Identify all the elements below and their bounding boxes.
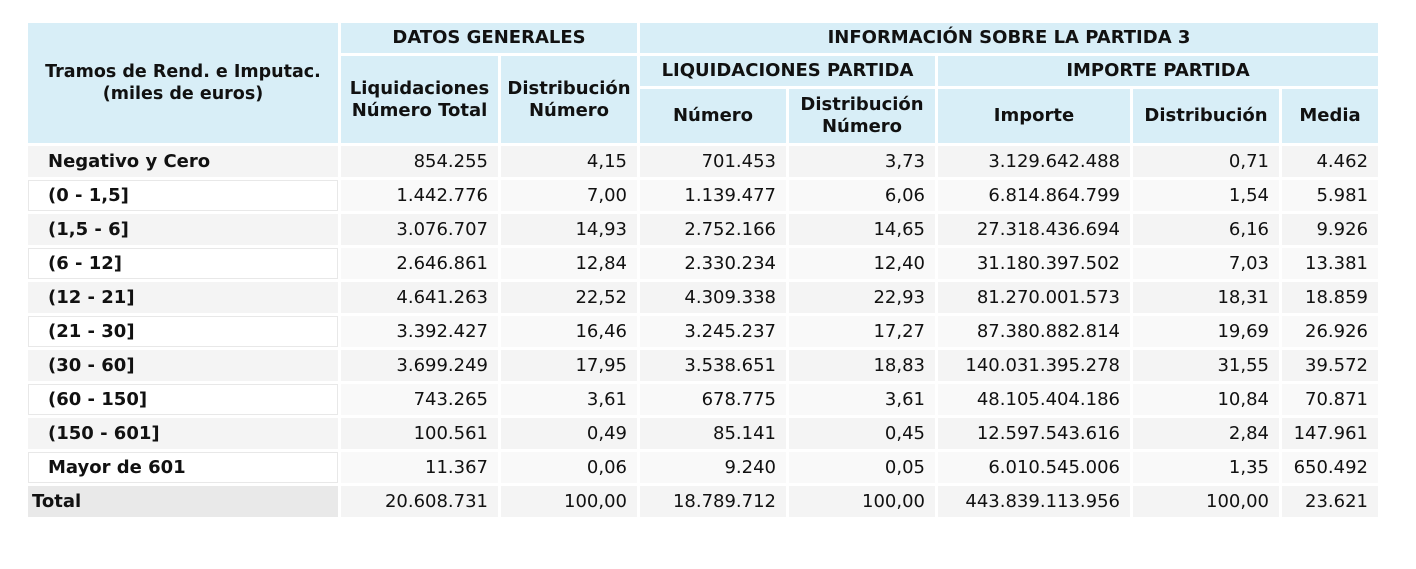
- cell-liq-total: 4.641.263: [341, 282, 498, 313]
- cell-distribucion: 7,03: [1133, 248, 1279, 279]
- cell-numero: 4.309.338: [640, 282, 786, 313]
- cell-distribucion: 31,55: [1133, 350, 1279, 381]
- group-header-datos-generales: DATOS GENERALES: [341, 23, 637, 53]
- col-header-distribucion-numero: [501, 56, 637, 143]
- cell-distribucion: 6,16: [1133, 214, 1279, 245]
- data-table: [25, 20, 1381, 520]
- col-header-distribucion-numero-partida-line1: Distribución: [800, 94, 924, 115]
- cell-distribucion: 100,00: [1133, 486, 1279, 517]
- table-row: [28, 452, 1378, 483]
- row-label-unit: (miles de euros): [102, 84, 264, 104]
- cell-numero: 18.789.712: [640, 486, 786, 517]
- row-label-title: Tramos de Rend. e Imputac.: [45, 62, 321, 82]
- subgroup-header-liquidaciones-partida: LIQUIDACIONES PARTIDA: [640, 56, 935, 86]
- col-header-media: Media: [1282, 89, 1378, 143]
- cell-dist-numero: 22,93: [789, 282, 935, 313]
- table-row: [28, 350, 1378, 381]
- cell-liq-total: 20.608.731: [341, 486, 498, 517]
- cell-liq-total: 854.255: [341, 146, 498, 177]
- cell-media: 650.492: [1282, 452, 1378, 483]
- group-header-informacion-partida: INFORMACIÓN SOBRE LA PARTIDA 3: [640, 23, 1378, 53]
- cell-dist-num: 0,49: [501, 418, 637, 449]
- cell-numero: 2.752.166: [640, 214, 786, 245]
- cell-media: 39.572: [1282, 350, 1378, 381]
- cell-media: 70.871: [1282, 384, 1378, 415]
- row-label-cell: Negativo y Cero: [28, 146, 338, 177]
- cell-dist-num: 12,84: [501, 248, 637, 279]
- cell-numero: 9.240: [640, 452, 786, 483]
- cell-media: 18.859: [1282, 282, 1378, 313]
- cell-media: 147.961: [1282, 418, 1378, 449]
- col-header-liquidaciones-total-line1: Liquidaciones: [349, 77, 490, 99]
- row-label-cell: (30 - 60]: [28, 350, 338, 381]
- table-row: [28, 384, 1378, 415]
- table-body: [28, 146, 1378, 517]
- cell-dist-num: 0,06: [501, 452, 637, 483]
- cell-numero: 678.775: [640, 384, 786, 415]
- cell-numero: 701.453: [640, 146, 786, 177]
- row-label-cell: (60 - 150]: [28, 384, 338, 415]
- cell-liq-total: 2.646.861: [341, 248, 498, 279]
- cell-dist-numero: 6,06: [789, 180, 935, 211]
- cell-media: 4.462: [1282, 146, 1378, 177]
- cell-dist-num: 22,52: [501, 282, 637, 313]
- cell-importe: 3.129.642.488: [938, 146, 1130, 177]
- cell-dist-numero: 3,73: [789, 146, 935, 177]
- cell-importe: 12.597.543.616: [938, 418, 1130, 449]
- cell-liq-total: 1.442.776: [341, 180, 498, 211]
- col-header-distribucion-numero-partida: [789, 89, 935, 143]
- cell-distribucion: 1,54: [1133, 180, 1279, 211]
- row-label-header: [28, 23, 338, 143]
- cell-distribucion: 10,84: [1133, 384, 1279, 415]
- cell-dist-numero: 12,40: [789, 248, 935, 279]
- cell-dist-num: 3,61: [501, 384, 637, 415]
- cell-dist-num: 7,00: [501, 180, 637, 211]
- cell-dist-numero: 18,83: [789, 350, 935, 381]
- col-header-numero: Número: [640, 89, 786, 143]
- cell-dist-num: 100,00: [501, 486, 637, 517]
- cell-media: 5.981: [1282, 180, 1378, 211]
- row-label-cell: (0 - 1,5]: [28, 180, 338, 211]
- cell-liq-total: 3.076.707: [341, 214, 498, 245]
- cell-media: 23.621: [1282, 486, 1378, 517]
- table-row: [28, 214, 1378, 245]
- cell-importe: 140.031.395.278: [938, 350, 1130, 381]
- col-header-liquidaciones-total-line2: Número Total: [351, 99, 488, 121]
- cell-liq-total: 743.265: [341, 384, 498, 415]
- col-header-distribucion: Distribución: [1133, 89, 1279, 143]
- col-header-importe: Importe: [938, 89, 1130, 143]
- col-header-liquidaciones-total: [341, 56, 498, 143]
- cell-dist-numero: 14,65: [789, 214, 935, 245]
- cell-importe: 6.814.864.799: [938, 180, 1130, 211]
- cell-media: 13.381: [1282, 248, 1378, 279]
- cell-distribucion: 2,84: [1133, 418, 1279, 449]
- cell-dist-num: 4,15: [501, 146, 637, 177]
- table-header: [28, 23, 1378, 143]
- cell-importe: 6.010.545.006: [938, 452, 1130, 483]
- cell-distribucion: 19,69: [1133, 316, 1279, 347]
- table-row: [28, 418, 1378, 449]
- cell-importe: 48.105.404.186: [938, 384, 1130, 415]
- cell-media: 26.926: [1282, 316, 1378, 347]
- cell-media: 9.926: [1282, 214, 1378, 245]
- col-header-distribucion-numero-line1: Distribución: [507, 77, 631, 99]
- cell-liq-total: 3.392.427: [341, 316, 498, 347]
- cell-importe: 87.380.882.814: [938, 316, 1130, 347]
- cell-distribucion: 1,35: [1133, 452, 1279, 483]
- cell-dist-num: 17,95: [501, 350, 637, 381]
- row-label-cell: Total: [28, 486, 338, 517]
- row-label-cell: (6 - 12]: [28, 248, 338, 279]
- cell-liq-total: 100.561: [341, 418, 498, 449]
- cell-numero: 2.330.234: [640, 248, 786, 279]
- cell-importe: 27.318.436.694: [938, 214, 1130, 245]
- table-row: [28, 146, 1378, 177]
- row-label-cell: Mayor de 601: [28, 452, 338, 483]
- cell-dist-numero: 0,45: [789, 418, 935, 449]
- col-header-distribucion-numero-partida-line2: Número: [821, 116, 903, 137]
- cell-numero: 85.141: [640, 418, 786, 449]
- cell-importe: 443.839.113.956: [938, 486, 1130, 517]
- cell-dist-numero: 100,00: [789, 486, 935, 517]
- table-row: [28, 316, 1378, 347]
- table-row: [28, 282, 1378, 313]
- subgroup-header-importe-partida: IMPORTE PARTIDA: [938, 56, 1378, 86]
- cell-dist-numero: 17,27: [789, 316, 935, 347]
- table-row: [28, 248, 1378, 279]
- cell-numero: 1.139.477: [640, 180, 786, 211]
- table-row: [28, 486, 1378, 517]
- cell-importe: 31.180.397.502: [938, 248, 1130, 279]
- cell-importe: 81.270.001.573: [938, 282, 1130, 313]
- cell-liq-total: 11.367: [341, 452, 498, 483]
- row-label-cell: (150 - 601]: [28, 418, 338, 449]
- col-header-distribucion-numero-line2: Número: [528, 99, 610, 121]
- cell-distribucion: 0,71: [1133, 146, 1279, 177]
- cell-dist-num: 14,93: [501, 214, 637, 245]
- cell-dist-numero: 0,05: [789, 452, 935, 483]
- row-label-cell: (1,5 - 6]: [28, 214, 338, 245]
- table-row: [28, 180, 1378, 211]
- cell-distribucion: 18,31: [1133, 282, 1279, 313]
- cell-liq-total: 3.699.249: [341, 350, 498, 381]
- cell-dist-numero: 3,61: [789, 384, 935, 415]
- cell-numero: 3.538.651: [640, 350, 786, 381]
- row-label-cell: (21 - 30]: [28, 316, 338, 347]
- row-label-cell: (12 - 21]: [28, 282, 338, 313]
- cell-dist-num: 16,46: [501, 316, 637, 347]
- cell-numero: 3.245.237: [640, 316, 786, 347]
